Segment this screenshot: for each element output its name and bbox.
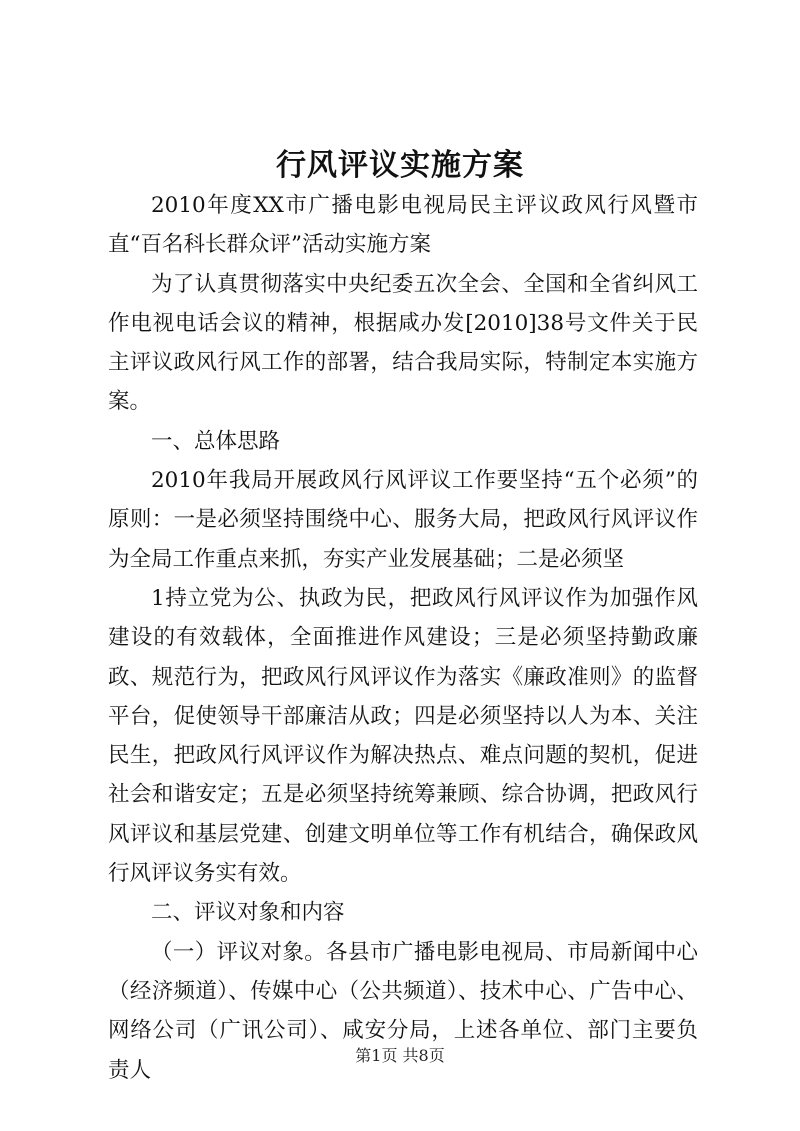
document-title: 行风评议实施方案 bbox=[276, 148, 524, 183]
paragraph-targets: （一）评议对象。各县市广播电影电视局、市局新闻中心（经济频道）、传媒中心（公共频道）、技术中心、广告中心、网络公司（广讯公司）、咸安分局，上述各单位、部门主要负责人 bbox=[108, 939, 698, 1083]
section-heading-2: 二、评议对象和内容 bbox=[151, 900, 345, 926]
document-body bbox=[108, 186, 698, 1090]
paragraph-subtitle: 2010年度XX市广播电影电视局民主评议政风行风暨市直“百名科长群众评”活动实施方案 bbox=[108, 193, 698, 258]
paragraph-intro: 为了认真贯彻落实中央纪委五次全会、全国和全省纠风工作电视电话会议的精神，根据咸办发[2010]38号文件关于民主评议政风行风工作的部署，结合我局实际，特制定本实施方案。 bbox=[108, 271, 698, 415]
section-heading-1: 一、总体思路 bbox=[151, 428, 281, 454]
paragraph-principles: 2010年我局开展政风行风评议工作要坚持“五个必须”的原则：一是必须坚持围绕中心、服务大局，把政风行风评议作为全局工作重点来抓，夯实产业发展基础；二是必须坚 bbox=[108, 468, 698, 572]
page-footer: 第1页 共8页 bbox=[355, 1046, 445, 1065]
paragraph-principles-cont: 1持立党为公、执政为民，把政风行风评议作为加强作风建设的有效载体，全面推进作风建设；三是必须坚持勤政廉政、规范行为，把政风行风评议作为落实《廉政准则》的监督平台，促使领导干部廉洁从政；四是必须坚持以人为本、关注民生，把政风行风评议作为解决热点、难点问题的契机，促进社会和谐安定；五是必须坚持统筹兼顾、综合协调，把政风行风评议和基层党建、创建文明单位等工作有机结合，确保政风行风评议务实有效。 bbox=[108, 585, 698, 887]
